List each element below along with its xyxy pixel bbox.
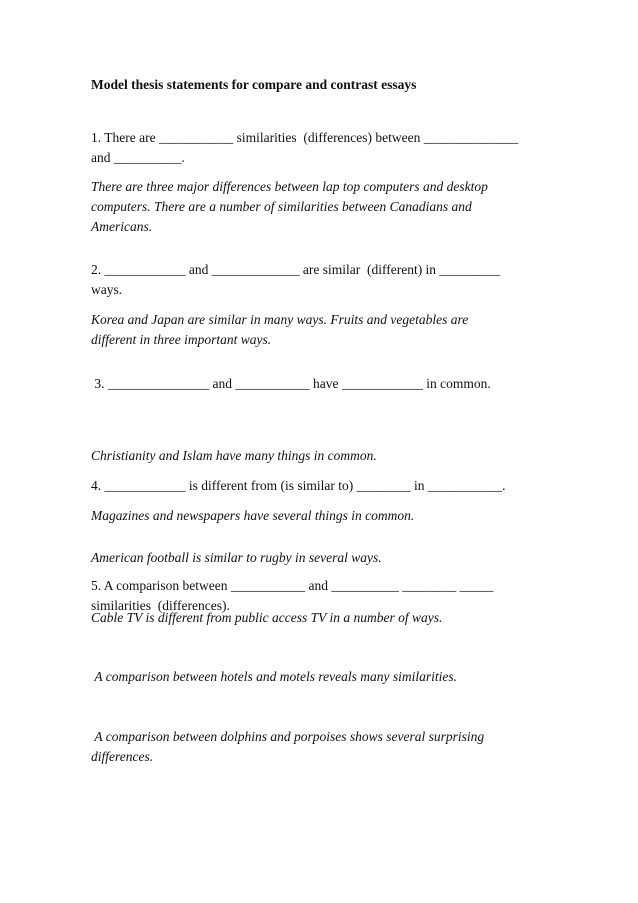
section-1-prompt: 1. There are ___________ similarities (differences) between ______________ and __________. xyxy=(91,130,519,165)
section-2-prompt: 2. ____________ and _____________ are similar (different) in _________ ways. xyxy=(91,262,501,297)
section-5-examples xyxy=(91,627,561,807)
section-4-prompt: 4. ____________ is different from (is similar to) ________ in ___________. xyxy=(91,478,506,493)
section-3 xyxy=(91,374,561,394)
section-2-examples xyxy=(91,310,561,350)
section-1-examples xyxy=(91,177,561,237)
section-4 xyxy=(91,476,561,496)
section-4-example-2: Cable TV is different from public access TV in a number of ways. xyxy=(91,610,443,625)
section-3-prompt: 3. _______________ and ___________ have ____________ in common. xyxy=(91,376,491,391)
document-title: Model thesis statements for compare and contrast essays xyxy=(91,77,417,92)
section-1-example-1: There are three major differences between lap top computers and desktop computers. There are a number of similarities between Canadians and Americans. xyxy=(91,179,488,234)
section-1 xyxy=(91,128,561,168)
section-3-example-2: Magazines and newspapers have several things in common. xyxy=(91,508,415,523)
section-4-example-1: American football is similar to rugby in several ways. xyxy=(91,550,382,565)
section-3-example-1: Christianity and Islam have many things in common. xyxy=(91,448,377,463)
section-5 xyxy=(91,576,561,616)
section-5-prompt: 5. A comparison between ___________ and __________ ________ _____ similarities (differences). xyxy=(91,578,494,613)
section-5-example-1: A comparison between hotels and motels reveals many similarities. xyxy=(91,669,457,684)
section-5-example-2: A comparison between dolphins and porpoises shows several surprising differences. xyxy=(91,729,485,764)
section-2-example-1: Korea and Japan are similar in many ways. Fruits and vegetables are different in three important ways. xyxy=(91,312,469,347)
section-2 xyxy=(91,260,561,300)
